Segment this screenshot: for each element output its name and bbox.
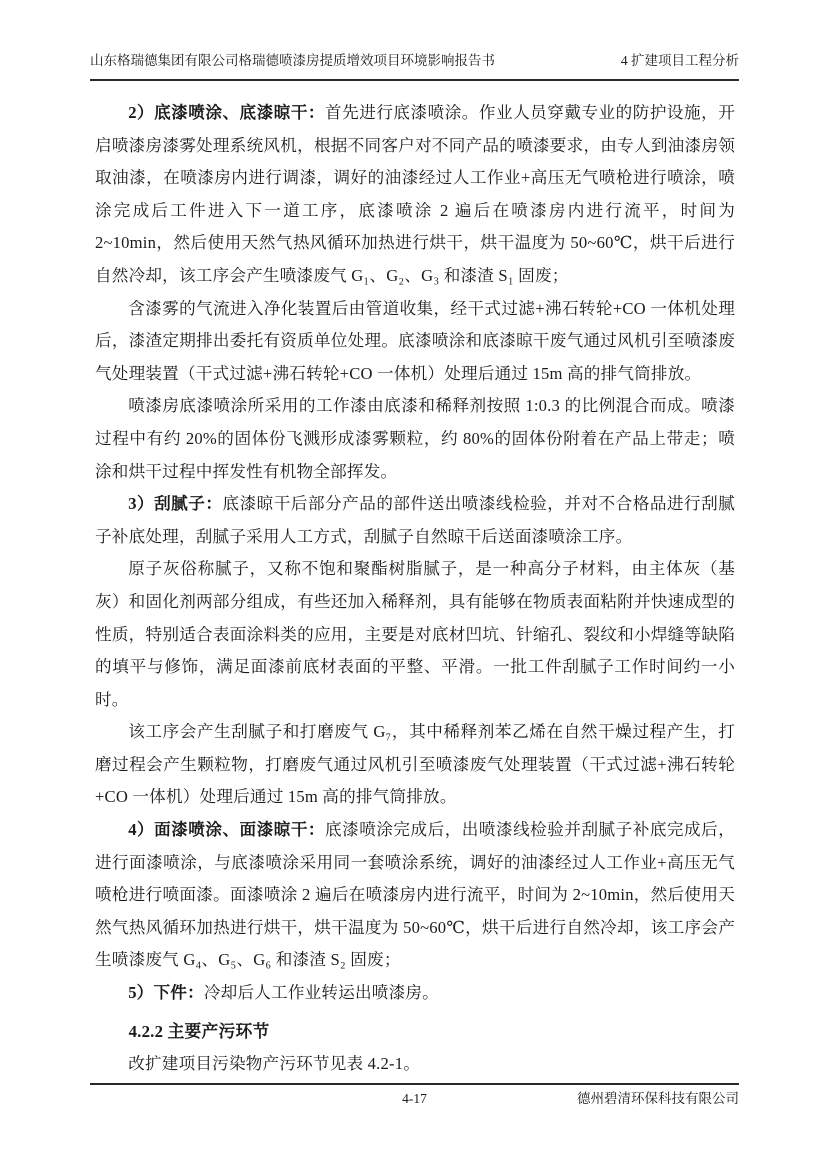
paragraph-text: 喷漆房底漆喷涂所采用的工作漆由底漆和稀释剂按照 1:0.3 的比例混合而成。喷漆过程中有约 20%的固体份飞溅形成漆雾颗粒，约 80%的固体份附着在产品上带走；喷涂和烘干过程中挥发性有机物全部挥发。 bbox=[95, 396, 735, 481]
header-report-title: 山东格瑞德集团有限公司格瑞德喷漆房提质增效项目环境影响报告书 bbox=[90, 53, 495, 68]
paragraph-closing-table-reference: 改扩建项目污染物产污环节见表 4.2-1。 bbox=[128, 1054, 421, 1074]
paragraph-topcoat-coating bbox=[95, 814, 735, 977]
paragraph-text: 首先进行底漆喷涂。作业人员穿戴专业的防护设施，开启喷漆房漆雾处理系统风机，根据不同客户对不同产品的喷漆要求，由专人到油漆房领取油漆，在喷漆房内进行调漆，调好的油漆经过人工作业+高压无气喷枪进行喷涂，喷涂完成后工件进入下一道工序，底漆喷涂 2 遍后在喷漆房内进行流平，时间为 2~10min，然后使用天然气热风循环加热进行烘干，烘干温度为 50~60℃，烘干后进行自然冷却，该工序会产生喷漆废气 G₁、G₂、G₃ 和漆渣 S₁ 固废； bbox=[95, 103, 735, 285]
section-heading-4-2-2: 4.2.2 主要产污环节 bbox=[128, 1021, 270, 1041]
footer-company-name: 德州碧清环保科技有限公司 bbox=[577, 1091, 739, 1106]
paragraph-lead: 2）底漆喷涂、底漆晾干： bbox=[128, 103, 326, 122]
page-footer bbox=[90, 1083, 739, 1113]
paragraph-text: 底漆喷涂完成后，出喷漆线检验并刮腻子补底完成后，进行面漆喷涂，与底漆喷涂采用同一套喷涂系统，调好的油漆经过人工作业+高压无气喷枪进行喷面漆。面漆喷涂 2 遍后在喷漆房内进行流平，时间为 2~10min，然后使用天然气热风循环加热进行烘干，烘干温度为 50~60℃，烘干后进行自然冷却，该工序会产生喷漆废气 G₄、G₅、G₆ 和漆渣 S₂ 固废； bbox=[95, 820, 735, 970]
paragraph-text: 冷却后人工作业转运出喷漆房。 bbox=[203, 983, 439, 1003]
paragraph-putty-scraping bbox=[95, 488, 735, 553]
header-chapter-title: 4 扩建项目工程分析 bbox=[620, 53, 739, 68]
document-body bbox=[95, 97, 735, 1081]
paragraph-text: 底漆晾干后部分产品的部件送出喷漆线检验，并对不合格品进行刮腻子补底处理，刮腻子采用人工方式，刮腻子自然晾干后送面漆喷涂工序。 bbox=[95, 494, 736, 546]
page-number: 4-17 bbox=[402, 1091, 427, 1106]
paragraph-grinding-waste-gas bbox=[95, 716, 735, 814]
paragraph-lead: 5）下件： bbox=[128, 983, 204, 1003]
paragraph-unloading bbox=[95, 977, 735, 1010]
paragraph-text: 该工序会产生刮腻子和打磨废气 G₇，其中稀释剂苯乙烯在自然干燥过程产生，打磨过程会产生颗粒物，打磨废气通过风机引至喷漆废气处理装置（干式过滤+沸石转轮+CO 一体机）处理后通过 15m 高的排气筒排放。 bbox=[95, 722, 735, 807]
paragraph-primer-coating bbox=[95, 97, 735, 293]
paragraph-mist-purification bbox=[95, 293, 735, 391]
paragraph-putty-description bbox=[95, 553, 735, 716]
paragraph-paint-mixing-ratio bbox=[95, 390, 735, 488]
paragraph-text: 原子灰俗称腻子，又称不饱和聚酯树脂腻子，是一种高分子材料，由主体灰（基灰）和固化剂两部分组成，有些还加入稀释剂，具有能够在物质表面粘附并快速成型的性质，特别适合表面涂料类的应用，主要是对底材凹坑、针缩孔、裂纹和小焊缝等缺陷的填平与修饰，满足面漆前底材表面的平整、平滑。一批工件刮腻子工作时间约一小时。 bbox=[95, 559, 735, 709]
page-header bbox=[90, 52, 739, 81]
paragraph-lead: 4）面漆喷涂、面漆晾干： bbox=[128, 820, 326, 840]
paragraph-text: 含漆雾的气流进入净化装置后由管道收集，经干式过滤+沸石转轮+CO 一体机处理后，漆渣定期排出委托有资质单位处理。底漆喷涂和底漆晾干废气通过风机引至喷漆废气处理装置（干式过滤+沸石转轮+CO 一体机）处理后通过 15m 高的排气筒排放。 bbox=[95, 298, 735, 383]
paragraph-lead: 3）刮腻子： bbox=[128, 494, 223, 514]
